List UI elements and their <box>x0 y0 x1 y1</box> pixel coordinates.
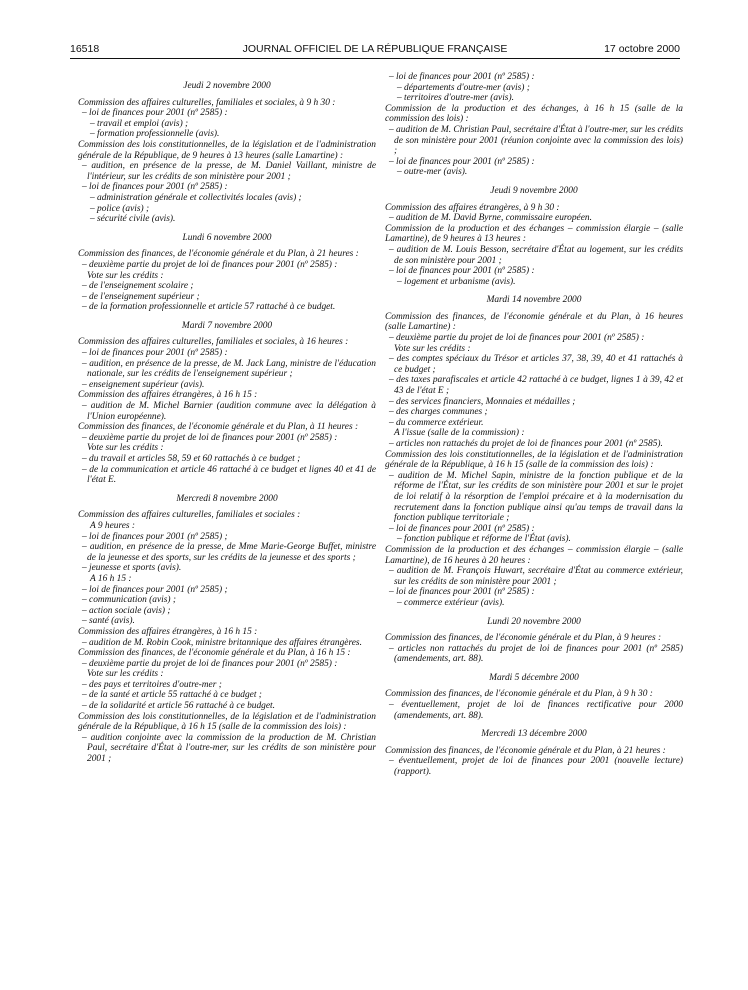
agenda-item: – action sociale (avis) ; <box>82 605 171 616</box>
agenda-subitem: – police (avis) ; <box>90 203 150 214</box>
agenda-paragraph: Commission des affaires étrangères, à 9 h 30 : <box>385 202 560 213</box>
agenda-item: – de la formation professionnelle et article 57 rattaché à ce budget. <box>82 302 336 313</box>
right-column <box>385 72 683 778</box>
agenda-paragraph: Commission des finances, de l'économie générale et du Plan, à 21 heures : <box>78 249 359 260</box>
agenda-item: – de la communication et article 46 rattaché à ce budget et lignes 40 et 41 de l'état E. <box>82 464 376 486</box>
issue-date: 17 octobre 2000 <box>604 43 680 55</box>
agenda-paragraph: Commission des finances, de l'économie générale et du Plan, à 16 heures (salle Lamartine) : <box>385 311 683 333</box>
session-date-heading: Mercredi 8 novembre 2000 <box>176 493 278 504</box>
agenda-paragraph: Commission des finances, de l'économie générale et du Plan, à 9 heures : <box>385 633 662 644</box>
agenda-paragraph: Commission des finances, de l'économie générale et du Plan, à 9 h 30 : <box>385 689 653 700</box>
agenda-paragraph: Commission de la production et des échanges – commission élargie – (salle Lamartine), de 9 heures à 13 heures : <box>385 223 683 245</box>
agenda-item: – éventuellement, projet de loi de finances pour 2001 (nouvelle lecture) (rapport). <box>389 756 683 778</box>
agenda-subitem: – sécurité civile (avis). <box>90 214 176 225</box>
agenda-paragraph: Commission de la production et des échanges, à 16 h 15 (salle de la commission des lois) : <box>385 103 683 125</box>
agenda-subitem: – territoires d'outre-mer (avis). <box>397 93 514 104</box>
agenda-item: – audition, en présence de la presse, de Mme Marie-George Buffet, ministre de la jeunesse et des sports, sur les crédits de la jeunesse et des sports ; <box>82 542 376 563</box>
session-date-heading: Mardi 5 décembre 2000 <box>489 672 579 683</box>
agenda-item: – des charges communes ; <box>389 407 488 418</box>
agenda-paragraph: Commission des lois constitutionnelles, de la législation et de l'administration générale de la République, à 16 h 15 (salle de la commission des lois) : <box>78 711 376 733</box>
agenda-paragraph: Commission des affaires étrangères, à 16 h 15 : <box>78 626 258 637</box>
agenda-item: – de la solidarité et article 56 rattaché à ce budget. <box>82 701 275 712</box>
agenda-item: – loi de finances pour 2001 (nº 2585) : <box>389 587 535 598</box>
agenda-subitem: – outre-mer (avis). <box>397 167 468 178</box>
agenda-paragraph: Commission des finances, de l'économie générale et du Plan, à 21 heures : <box>385 745 666 756</box>
agenda-item: – jeunesse et sports (avis). <box>82 563 182 574</box>
agenda-item: – audition de M. Christian Paul, secrétaire d'État à l'outre-mer, sur les crédits de son ministère pour 2001 (réunion conjointe avec la commission des lois) ; <box>389 124 683 157</box>
agenda-subitem: A 9 heures : <box>90 520 136 531</box>
header-rule <box>70 58 680 59</box>
agenda-item: – audition de M. David Byrne, commissaire européen. <box>389 213 592 224</box>
agenda-item: – de l'enseignement supérieur ; <box>82 291 200 302</box>
agenda-item: – du travail et articles 58, 59 et 60 rattachés à ce budget ; <box>82 454 301 464</box>
agenda-paragraph: Commission des lois constitutionnelles, de la législation et de l'administration générale de la République, de 9 heures à 13 heures (salle Lamartine) : <box>78 139 376 161</box>
agenda-item: – audition de M. Michel Barnier (audition commune avec la délégation à l'Union européenne). <box>82 401 376 422</box>
agenda-item: – audition de M. Michel Sapin, ministre de la fonction publique et de la réforme de l'État, sur les crédits de son ministère pour 2001 et sur le projet de loi relatif à la résorption de l'emploi précaire et à la modernisation du recrutement dans la fonction publique ainsi qu'au temps de travail dans la fonction publique territoriale ; <box>389 470 683 524</box>
agenda-paragraph: Commission des finances, de l'économie générale et du Plan, à 11 heures : <box>78 422 359 433</box>
agenda-item: – loi de finances pour 2001 (nº 2585) : <box>389 72 535 82</box>
session-date-heading: Mardi 7 novembre 2000 <box>181 320 273 331</box>
agenda-item: – loi de finances pour 2001 (nº 2585) ; <box>82 531 228 542</box>
agenda-paragraph: Commission de la production et des échanges – commission élargie – (salle Lamartine), de 16 heures à 20 heures : <box>385 544 683 566</box>
agenda-label: Vote sur les crédits : <box>87 443 164 454</box>
agenda-item: – articles non rattachés du projet de loi de finances pour 2001 (nº 2585). <box>389 439 663 449</box>
agenda-subitem: – commerce extérieur (avis). <box>397 597 505 608</box>
agenda-paragraph: Commission des affaires culturelles, familiales et sociales : <box>78 510 301 521</box>
agenda-item: – loi de finances pour 2001 (nº 2585) : <box>82 348 228 359</box>
session-date-heading: Mardi 14 novembre 2000 <box>486 295 582 306</box>
agenda-item: – audition conjointe avec la commission de la production de M. Christian Paul, secrétaire d'État à l'outre-mer, sur les crédits de son ministère pour 2001 ; <box>82 732 376 765</box>
agenda-paragraph: Commission des finances, de l'économie générale et du Plan, à 16 h 15 : <box>78 648 351 659</box>
agenda-item: – enseignement supérieur (avis). <box>82 379 205 390</box>
agenda-item: – audition, en présence de la presse, de M. Daniel Vaillant, ministre de l'intérieur, sur les crédits de son ministère pour 2001 ; <box>82 161 376 182</box>
journal-title: JOURNAL OFFICIEL DE LA RÉPUBLIQUE FRANÇAISE <box>242 43 508 55</box>
agenda-item: – communication (avis) ; <box>82 595 176 606</box>
agenda-subitem: – administration générale et collectivités locales (avis) ; <box>90 192 302 203</box>
agenda-item: – audition de M. François Huwart, secrétaire d'État au commerce extérieur, sur les crédits de son ministère pour 2001 ; <box>389 566 683 587</box>
agenda-item: – articles non rattachés du projet de loi de finances pour 2001 (nº 2585) (amendements, art. 88). <box>389 643 683 665</box>
agenda-item: – deuxième partie du projet de loi de finances pour 2001 (nº 2585) : <box>82 432 338 443</box>
agenda-paragraph: Commission des affaires culturelles, familiales et sociales, à 9 h 30 : <box>78 97 336 108</box>
agenda-item: – loi de finances pour 2001 (nº 2585) ; <box>82 584 228 595</box>
agenda-subitem: – départements d'outre-mer (avis) ; <box>397 82 530 93</box>
agenda-label: A l'issue (salle de la commission) : <box>394 428 525 439</box>
agenda-item: – loi de finances pour 2001 (nº 2585) : <box>389 266 535 277</box>
agenda-paragraph: Commission des affaires étrangères, à 16 h 15 : <box>78 390 258 401</box>
agenda-item: – des taxes parafiscales et article 42 rattaché à ce budget, lignes 1 à 39, 42 et 43 de l'état E ; <box>389 375 683 397</box>
agenda-subitem: – formation professionnelle (avis). <box>90 129 220 140</box>
agenda-subitem: A 16 h 15 : <box>90 573 132 584</box>
agenda-label: Vote sur les crédits : <box>87 270 164 281</box>
page-number: 16518 <box>70 43 100 55</box>
agenda-label: Vote sur les crédits : <box>394 343 471 354</box>
agenda-item: – deuxième partie du projet de loi de finances pour 2001 (nº 2585) : <box>389 333 645 344</box>
session-date-heading: Lundi 20 novembre 2000 <box>487 616 581 627</box>
agenda-subitem: – fonction publique et réforme de l'État (avis). <box>397 534 571 545</box>
agenda-item: – loi de finances pour 2001 (nº 2585) : <box>82 108 228 119</box>
page-header <box>70 43 680 59</box>
agenda-item: – éventuellement, projet de loi de finances rectificative pour 2000 (amendements, art. 88). <box>389 700 683 721</box>
agenda-item: – de la santé et article 55 rattaché à ce budget ; <box>82 690 262 701</box>
agenda-item: – loi de finances pour 2001 (nº 2585) : <box>389 523 535 534</box>
agenda-item: – du commerce extérieur. <box>389 417 484 428</box>
agenda-paragraph: Commission des affaires culturelles, familiales et sociales, à 16 heures : <box>78 337 349 348</box>
agenda-item: – audition, en présence de la presse, de M. Jack Lang, ministre de l'éducation nationale, sur les crédits de l'enseignement supérieur ; <box>82 358 376 380</box>
agenda-item: – des pays et territoires d'outre-mer ; <box>82 679 222 690</box>
session-date-heading: Lundi 6 novembre 2000 <box>182 232 272 243</box>
agenda-subitem: – logement et urbanisme (avis). <box>397 276 516 287</box>
agenda-item: – des services financiers, Monnaies et médailles ; <box>389 396 576 407</box>
agenda-item: – deuxième partie du projet de loi de finances pour 2001 (nº 2585) : <box>82 259 338 270</box>
agenda-subitem: – travail et emploi (avis) ; <box>90 118 189 129</box>
agenda-item: – santé (avis). <box>82 616 135 627</box>
agenda-paragraph: Commission des lois constitutionnelles, de la législation et de l'administration générale de la République, à 16 h 15 (salle de la commission des lois) : <box>385 449 683 471</box>
agenda-item: – audition de M. Louis Besson, secrétaire d'État au logement, sur les crédits de son ministère pour 2001 ; <box>389 244 683 266</box>
session-date-heading: Jeudi 9 novembre 2000 <box>490 185 578 196</box>
session-date-heading: Jeudi 2 novembre 2000 <box>183 81 271 91</box>
agenda-item: – de l'enseignement scolaire ; <box>82 281 194 292</box>
agenda-item: – loi de finances pour 2001 (nº 2585) : <box>82 182 228 193</box>
agenda-item: – des comptes spéciaux du Trésor et articles 37, 38, 39, 40 et 41 rattachés à ce budget ; <box>389 354 683 375</box>
agenda-item: – loi de finances pour 2001 (nº 2585) : <box>389 156 535 167</box>
agenda-item: – audition de M. Robin Cook, ministre britannique des affaires étrangères. <box>82 637 362 648</box>
agenda-item: – deuxième partie du projet de loi de finances pour 2001 (nº 2585) : <box>82 658 338 669</box>
session-date-heading: Mercredi 13 décembre 2000 <box>481 729 587 740</box>
left-column <box>78 72 376 765</box>
agenda-label: Vote sur les crédits : <box>87 669 164 680</box>
